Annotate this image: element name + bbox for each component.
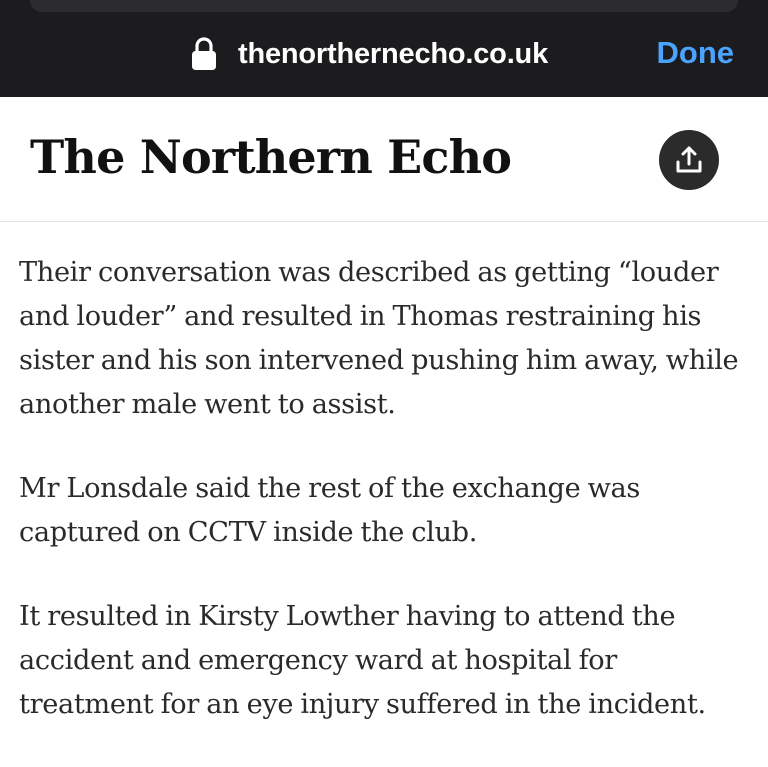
article-paragraph: Mr Lonsdale said the rest of the exchange was captured on CCTV inside the club.: [19, 473, 641, 548]
address-bar[interactable]: [190, 36, 548, 72]
share-button[interactable]: [659, 130, 719, 190]
done-button[interactable]: Done: [656, 35, 734, 70]
share-icon: [674, 145, 704, 175]
browser-toolbar: [0, 0, 768, 97]
article-paragraph: Their conversation was described as getting “louder and louder” and resulted in Thomas restraining his sister and his son intervened pushing him away, while another male went to assist.: [19, 257, 739, 420]
article-paragraph: It resulted in Kirsty Lowther having to attend the accident and emergency ward at hospital for treatment for an eye injury suffered in the incident.: [19, 601, 706, 720]
article-body: [19, 251, 754, 767]
lock-icon: [190, 37, 218, 71]
toolbar-edge: [30, 0, 738, 12]
url-text[interactable]: thenorthernecho.co.uk: [238, 37, 548, 70]
site-logo[interactable]: The Northern Echo: [30, 130, 512, 184]
site-header: [0, 97, 768, 222]
